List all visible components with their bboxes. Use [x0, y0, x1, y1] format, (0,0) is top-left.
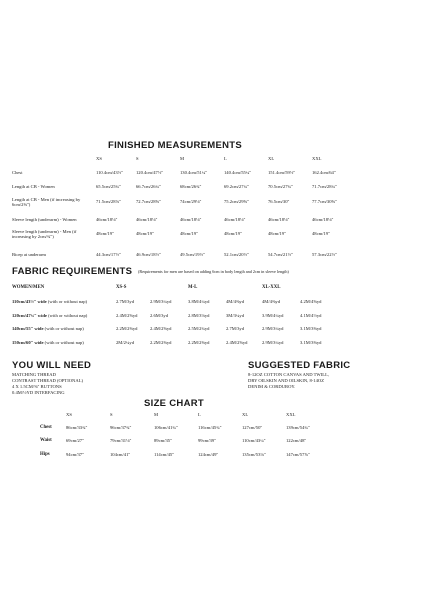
suggested-fabric-title: SUGGESTED FABRIC	[248, 360, 351, 371]
row-label: Waist	[40, 438, 52, 443]
table-cell: 2.4M/2⅝yd	[150, 326, 172, 331]
table-cell: 2.2M/2⅜yd	[188, 340, 210, 345]
table-cell: 3M/3¼yd	[226, 313, 244, 318]
table-cell: 46.9cm/18½"	[136, 252, 161, 257]
table-cell: 122cm/48"	[286, 438, 307, 443]
table-cell: 89cm/35"	[154, 438, 172, 443]
row-label: Length at CB - Women	[12, 184, 55, 189]
table-cell: 4M/4⅜yd	[262, 299, 280, 304]
table-cell: 2.8M/3⅛yd	[188, 313, 210, 318]
table-cell: 46cm/18⅛"	[312, 217, 334, 222]
fabric-width-cell	[12, 340, 84, 345]
fabric-width-cell	[12, 299, 87, 304]
table-cell: 116cm/45¾"	[198, 425, 222, 430]
size-l: L	[198, 412, 201, 417]
fabric-group-m-l: M-L	[188, 285, 198, 290]
table-cell: 71.7cm/28¼"	[312, 184, 337, 189]
fabric-width: 140cm/55" wide	[12, 326, 44, 331]
row-label: Bicep at underarm	[12, 252, 46, 257]
table-cell: 71.5cm/28⅛"	[96, 199, 121, 204]
table-cell: 54.7cm/21½"	[268, 252, 293, 257]
table-cell: 151.4cm/59½"	[268, 170, 296, 175]
table-cell: 46cm/18⅛"	[224, 217, 246, 222]
table-cell: 76.5cm/30"	[268, 199, 290, 204]
table-cell: 48cm/19"	[268, 231, 286, 236]
finished-measurements-title: FINISHED MEASUREMENTS	[108, 140, 243, 151]
row-label: Length at CB - Men (if increasing by 6cm/2⅜")	[12, 197, 81, 208]
table-cell: 4.1M/4½yd	[300, 313, 322, 318]
row-label: Chest	[12, 170, 23, 175]
table-cell: 3.1M/3⅜yd	[300, 340, 322, 345]
table-cell: 2M/2¼yd	[116, 340, 134, 345]
fabric-nap: (with or without nap)	[44, 340, 84, 345]
table-cell: 4M/4⅜yd	[226, 299, 244, 304]
size-l: L	[224, 156, 227, 161]
suggested-fabric-line: 8-12OZ COTTON CANVAS AND TWILL,	[248, 372, 330, 377]
table-cell: 49.5cm/19½"	[180, 252, 205, 257]
table-cell: 110.4cm/43½"	[96, 170, 123, 175]
list-item: 0.4M/½YD INTERFACING	[12, 390, 65, 395]
size-xxl: XXL	[286, 412, 296, 417]
table-cell: 3.1M/3⅜yd	[300, 326, 322, 331]
suggested-fabric-line: DRY OILSKIN AND OILSKIN, 8-14OZ	[248, 378, 325, 383]
list-item: CONTRAST THREAD (OPTIONAL)	[12, 378, 84, 383]
table-cell: 52.1cm/20½"	[224, 252, 249, 257]
suggested-fabric-line: DENIM & CORDUROY.	[248, 384, 296, 389]
table-cell: 2.5M/2¾yd	[188, 326, 210, 331]
fabric-requirements-title: FABRIC REQUIREMENTS	[12, 266, 133, 277]
table-cell: 2.7M/3yd	[116, 299, 134, 304]
table-cell: 69.2cm/27¼"	[224, 184, 249, 189]
table-cell: 2.2M/2⅜yd	[150, 340, 172, 345]
fabric-width-cell	[12, 313, 87, 318]
table-cell: 46cm/18⅛"	[136, 217, 158, 222]
table-cell: 48cm/19"	[96, 231, 114, 236]
table-cell: 57.3cm/22½"	[312, 252, 337, 257]
table-cell: 120.4cm/47½"	[136, 170, 164, 175]
table-cell: 2.9M/3¼yd	[262, 326, 284, 331]
table-cell: 2.9M/3¼yd	[150, 299, 172, 304]
size-m: M	[154, 412, 159, 417]
table-cell: 69cm/27"	[66, 438, 84, 443]
list-item: MATCHING THREAD	[12, 372, 56, 377]
fabric-group-xl-xxl: XL-XXL	[262, 285, 281, 290]
size-xxl: XXL	[312, 156, 322, 161]
fabric-group-xs-s: XS-S	[116, 285, 127, 290]
row-label: Sleeve length (underarm) - Women	[12, 217, 77, 222]
row-label: Chest	[40, 425, 52, 430]
table-cell: 127cm/50"	[242, 425, 263, 430]
fabric-nap: (with or without nap)	[47, 299, 88, 304]
table-cell: 77.7cm/30⅝"	[312, 199, 337, 204]
row-label: Hips	[40, 452, 50, 457]
table-cell: 2.7M/3yd	[226, 326, 244, 331]
fabric-width: 120cm/47¼" wide	[12, 313, 47, 318]
table-cell: 162.4cm/64"	[312, 170, 336, 175]
table-cell: 68cm/26¾"	[180, 184, 202, 189]
size-s: S	[136, 156, 139, 161]
table-cell: 3.8M/4¼yd	[188, 299, 210, 304]
size-xl: XL	[242, 412, 249, 417]
size-xs: XS	[66, 412, 72, 417]
table-cell: 74cm/29⅛"	[180, 199, 202, 204]
fabric-width: 110cm/43½" wide	[12, 299, 47, 304]
table-cell: 104cm/41"	[110, 452, 131, 457]
size-xl: XL	[268, 156, 275, 161]
table-cell: 135cm/53⅛"	[242, 452, 266, 457]
size-chart-title: SIZE CHART	[144, 398, 204, 409]
fabric-requirements-note: (Requirements for men are based on adding 6cm in body length and 2cm in sleeve length)	[138, 269, 289, 274]
you-will-need-title: YOU WILL NEED	[12, 360, 92, 371]
table-cell: 48cm/19"	[136, 231, 154, 236]
table-cell: 44.3cm/17½"	[96, 252, 121, 257]
table-cell: 99cm/39"	[198, 438, 216, 443]
table-cell: 48cm/19"	[224, 231, 242, 236]
table-cell: 46cm/18⅛"	[180, 217, 202, 222]
fabric-nap: (with or without nap)	[44, 326, 84, 331]
list-item: 4 X 1.5CM/⅝" BUTTONS	[12, 384, 62, 389]
table-cell: 48cm/19"	[312, 231, 330, 236]
table-cell: 2.6M/3yd	[150, 313, 168, 318]
table-cell: 2.9M/3¼yd	[262, 340, 284, 345]
table-cell: 72.7cm/28⅝"	[136, 199, 161, 204]
fabric-width-cell	[12, 326, 84, 331]
fabric-nap: (with or without nap)	[48, 313, 88, 318]
row-label: Sleeve length (underarm) - Men (if increasing by 2cm/¾")	[12, 229, 77, 240]
table-cell: 4.2M/4⅝yd	[300, 299, 322, 304]
table-cell: 147cm/57⅞"	[286, 452, 310, 457]
size-s: S	[110, 412, 113, 417]
table-cell: 48cm/19"	[180, 231, 198, 236]
table-cell: 139cm/54¾"	[286, 425, 310, 430]
table-cell: 65.5cm/25¾"	[96, 184, 121, 189]
size-xs: XS	[96, 156, 102, 161]
table-cell: 70.5cm/27¾"	[268, 184, 293, 189]
table-cell: 86cm/33¾"	[66, 425, 88, 430]
table-cell: 94cm/37"	[66, 452, 84, 457]
table-cell: 46cm/18⅛"	[268, 217, 290, 222]
table-cell: 96cm/37¾"	[110, 425, 132, 430]
table-cell: 75.2cm/29⅝"	[224, 199, 249, 204]
table-cell: 130.4cm/51¼"	[180, 170, 208, 175]
fabric-width: 150cm/60" wide	[12, 340, 44, 345]
table-cell: 2.2M/2⅜yd	[116, 326, 138, 331]
table-cell: 106cm/41¾"	[154, 425, 178, 430]
table-cell: 79cm/31⅛"	[110, 438, 132, 443]
table-cell: 110cm/43¼"	[242, 438, 266, 443]
table-cell: 46cm/18⅛"	[96, 217, 118, 222]
fabric-header-label: WOMEN/MEN	[12, 285, 45, 290]
table-cell: 2.4M/2⅝yd	[226, 340, 248, 345]
table-cell: 3.9M/4¼yd	[262, 313, 284, 318]
table-cell: 2.4M/2⅝yd	[116, 313, 138, 318]
table-cell: 114cm/45"	[154, 452, 175, 457]
table-cell: 124cm/49"	[198, 452, 219, 457]
size-m: M	[180, 156, 185, 161]
table-cell: 66.7cm/26¼"	[136, 184, 161, 189]
table-cell: 140.4cm/55¼"	[224, 170, 252, 175]
